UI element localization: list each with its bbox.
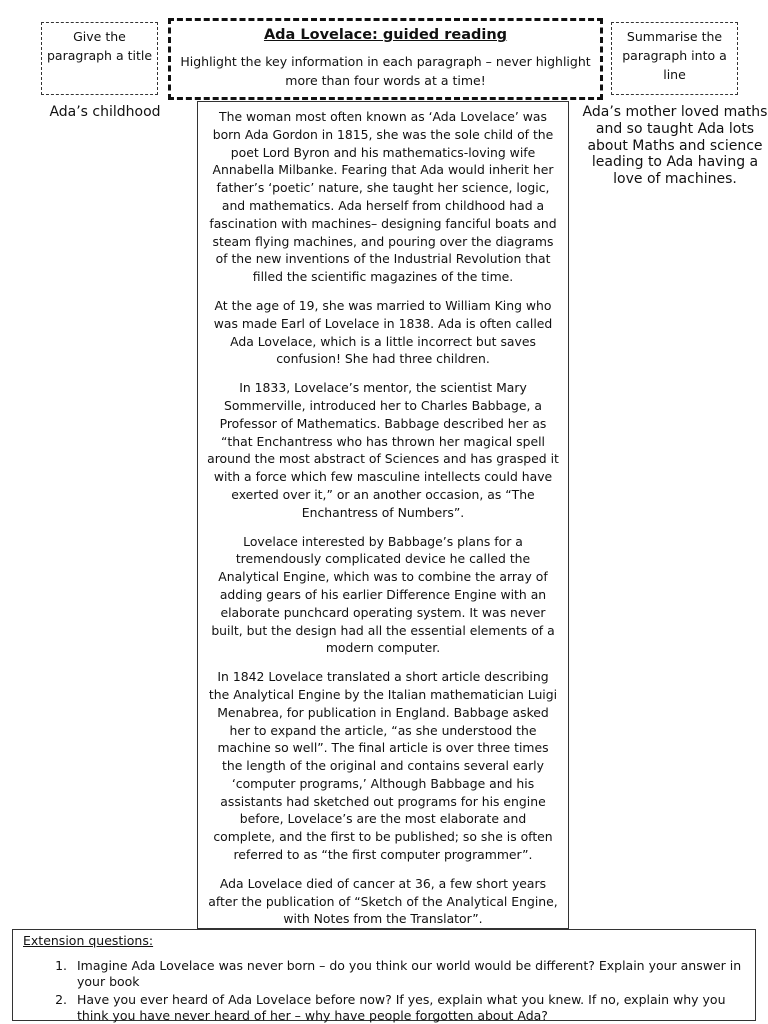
paragraph-title-answer[interactable]: Ada’s childhood xyxy=(49,104,161,120)
reading-passage xyxy=(197,101,569,929)
header-box xyxy=(168,18,603,100)
summary-prompt-box xyxy=(611,22,738,95)
title-prompt-box xyxy=(41,22,158,95)
extension-questions-box xyxy=(12,929,756,1021)
paragraph-summary-answer[interactable]: Ada’s mother loved maths and so taught Ada lots about Maths and science leading to Ada having a love of machines. xyxy=(582,104,768,188)
paragraph-4[interactable]: Lovelace interested by Babbage’s plans for a tremendously complicated device he called the Analytical Engine, which was to combine the array of adding gears of his earlier Difference Engine with an elaborate punchcard operating system. It was never built, but the design had all the essential elements of a modern computer. xyxy=(211,533,555,656)
highlight-instruction: Highlight the key information in each paragraph – never highlight more than four words at a time! xyxy=(180,54,591,88)
extension-question-1: 1. Imagine Ada Lovelace was never born – do you think our world would be different? Explain your answer in your book xyxy=(71,958,745,989)
extension-question-list xyxy=(23,958,745,1023)
page-title: Ada Lovelace: guided reading xyxy=(263,27,508,43)
paragraph-3[interactable]: In 1833, Lovelace’s mentor, the scientist Mary Sommerville, introduced her to Charles Babbage, a Professor of Mathematics. Babbage described her as “that Enchantress who has thrown her magical spell around the most abstract of Sciences and has grasped it with a force which few masculine intellects could have exerted over it,” or an another occasion, as “The Enchantress of Numbers”. xyxy=(207,380,559,520)
title-prompt-text: Give the paragraph a title xyxy=(46,29,153,63)
paragraph-5[interactable]: In 1842 Lovelace translated a short article describing the Analytical Engine by the Italian mathematician Luigi Menabrea, for publication in England. Babbage asked her to expand the article, “as she understood the machine so well”. The final article is over three times the length of the original and contains several early ‘computer programs,’ Although Babbage and his assistants had sketched out programs for his engine before, Lovelace’s are the most elaborate and complete, and the first to be published; so she is often referred to as “the first computer programmer”. xyxy=(208,669,558,863)
paragraph-1[interactable]: The woman most often known as ‘Ada Lovelace’ was born Ada Gordon in 1815, she was the sole child of the poet Lord Byron and his mathematics-loving wife Annabella Milbanke. Fearing that Ada would inherit her father’s ‘poetic’ nature, she taught her science, logic, and mathematics. Ada herself from childhood had a fascination with machines– designing fanciful boats and steam flying machines, and pouring over the diagrams of the new inventions of the Industrial Revolution that filled the scientific magazines of the time. xyxy=(209,109,557,285)
paragraph-6[interactable]: Ada Lovelace died of cancer at 36, a few short years after the publication of “Sketch of the Analytical Engine, with Notes from the Translator”. xyxy=(208,875,558,927)
summary-prompt-text: Summarise the paragraph into a line xyxy=(622,29,727,82)
extension-title: Extension questions: xyxy=(23,933,154,948)
extension-question-2: 2. Have you ever heard of Ada Lovelace before now? If yes, explain what you knew. If no, explain why you think you have never heard of her – why have people forgotten about Ada? xyxy=(71,992,745,1023)
paragraph-2[interactable]: At the age of 19, she was married to William King who was made Earl of Lovelace in 1838. Ada is often called Ada Lovelace, which is a little incorrect but saves confusion! She had three children. xyxy=(213,297,553,367)
